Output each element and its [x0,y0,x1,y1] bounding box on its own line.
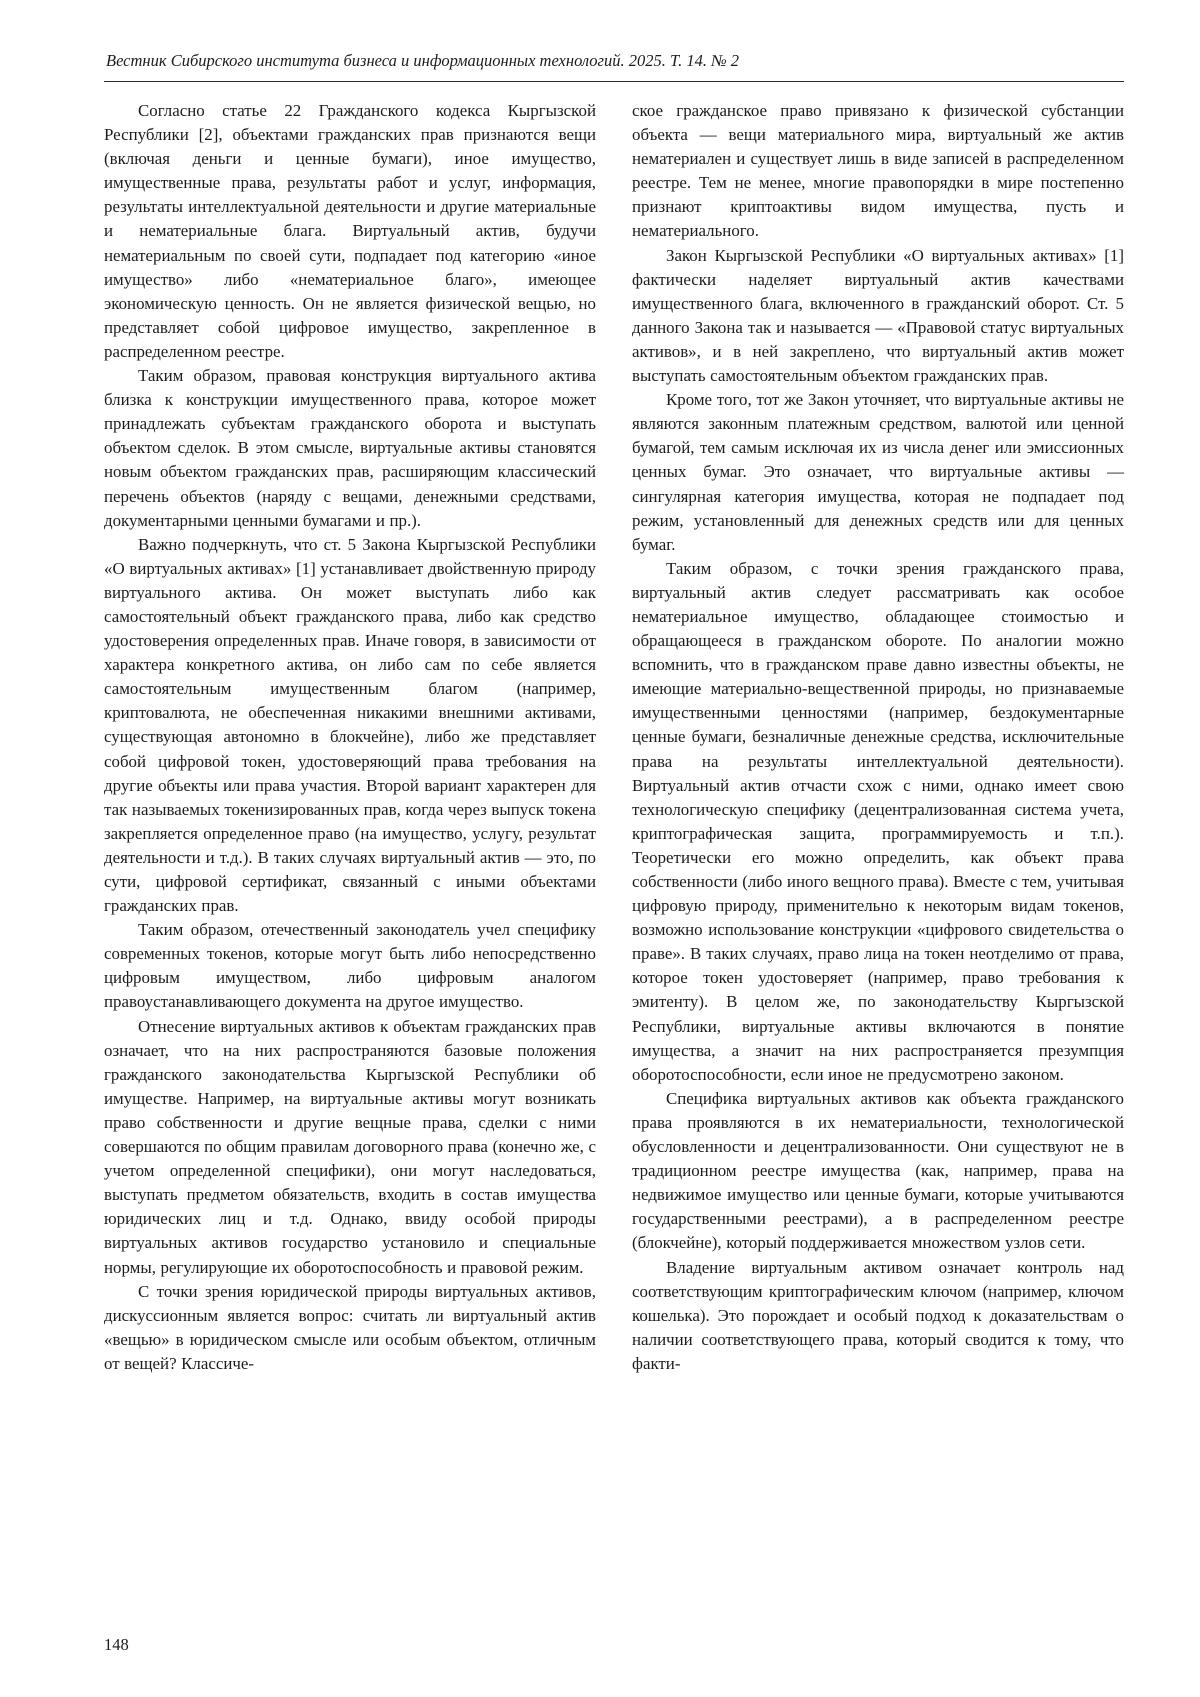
paragraph: Согласно статье 22 Гражданского кодекса Кыргызской Республики [2], объектами гражданских прав признаются вещи (включая деньги и ценные бумаги), иное имущество, имущественные права, результаты работ и услуг, информация, результаты интеллектуальной деятельности и другие материальные и нематериальные блага. Виртуальный актив, будучи нематериальным по своей сути, подпадает под категорию «иное имущество» либо «нематериальное благо», имеющее экономическую ценность. Он не является физической вещью, но представляет собой цифровое имущество, закрепленное в распределенном реестре. [104,101,596,361]
journal-header: Вестник Сибирского института бизнеса и информационных технологий. 2025. Т. 14. № 2 [106,51,740,70]
paragraph: Специфика виртуальных активов как объекта гражданского права проявляются в их нематериальности, технологической обусловленности и децентрализованности. Они существуют не в традиционном реестре имущества (как, например, права на недвижимое имущество или ценные бумаги, которые учитываются государственными реестрами), а в распределенном реестре (блокчейне), который поддерживается множеством узлов сети. [632,1088,1124,1253]
paragraph: Отнесение виртуальных активов к объектам гражданских прав означает, что на них распространяются базовые положения гражданского законодательства Кыргызской Республики об имуществе. Например, на виртуальные активы могут возникать право собственности и другие вещные права, сделки с ними совершаются по общим правилам договорного права (конечно же, с учетом определенной специфики), они могут наследоваться, выступать предметом обязательств, входить в состав имущества юридических лиц и т.д. Однако, ввиду особой природы виртуальных активов государство установило и специальные нормы, регулирующие их оборотоспособность и правовой режим. [104,1016,596,1277]
page-number: 148 [104,1635,129,1654]
paragraph: Таким образом, правовая конструкция виртуального актива близка к конструкции имущественного права, которое может принадлежать субъектам гражданского оборота и выступать объектом сделок. В этом смысле, виртуальные активы становятся новым объектом гражданских прав, расширяющим классический перечень объектов (наряду с вещами, денежными средствами, документарными ценными бумагами и пр.). [104,366,596,530]
paragraph: Владение виртуальным активом означает контроль над соответствующим криптографическим ключом (например, ключом кошелька). Это порождает и особый подход к доказательствам о наличии соответствующего права, который сводится к тому, что факти- [632,1257,1124,1373]
left-column [104,99,596,1376]
paragraph: С точки зрения юридической природы виртуальных активов, дискуссионным является вопрос: считать ли виртуальный актив «вещью» в юридическом смысле или особым объектом, отличным от вещей? Классиче- [104,1281,596,1373]
paragraph: Закон Кыргызской Республики «О виртуальных активах» [1] фактически наделяет виртуальный актив качествами имущественного блага, включенного в гражданский оборот. Ст. 5 данного Закона так и называется — «Правовой статус виртуальных активов», и в ней закреплено, что виртуальный актив может выступать самостоятельным объектом гражданских прав. [632,245,1124,386]
right-column [632,99,1124,1376]
paragraph: Таким образом, отечественный законодатель учел специфику современных токенов, которые могут быть либо непосредственно цифровым имуществом, либо цифровым аналогом правоустанавливающего документа на другое имущество. [104,920,596,1012]
paragraph: ское гражданское право привязано к физической субстанции объекта — вещи материального мира, виртуальный же актив нематериален и существует лишь в виде записей в распределенном реестре. Тем не менее, многие правопорядки в мире постепенно признают криптоактивы видом имущества, пусть и нематериального. [632,101,1124,241]
paragraph: Таким образом, с точки зрения гражданского права, виртуальный актив следует рассматривать как особое нематериальное имущество, обладающее стоимостью и обращающееся в гражданском обороте. По аналогии можно вспомнить, что в гражданском праве давно известны объекты, не имеющие материально-вещественной природы, но признаваемые имущественными ценностями (например, бездокументарные ценные бумаги, безналичные денежные средства, исключительные права на результаты интеллектуальной деятельности). Виртуальный актив отчасти схож с ними, однако имеет свою технологическую специфику (децентрализованная система учета, криптографическая защита, программируемость и т.п.). Теоретически его можно определить, как объект права собственности (либо иного вещного права). Вместе с тем, учитывая цифровую природу, применительно к некоторым видам токенов, возможно использование конструкции «цифрового свидетельства о праве». В таких случаях, право лица на токен неотделимо от права, которое токен удостоверяет (например, право требования к эмитенту). В целом же, по законодательству Кыргызской Республики, виртуальные активы включаются в понятие имущества, а значит на них распространяется презумпция оборотоспособности, если иное не предусмотрено законом. [632,558,1124,1084]
header-divider [104,81,1124,82]
paragraph: Важно подчеркнуть, что ст. 5 Закона Кыргызской Республики «О виртуальных активах» [1] устанавливает двойственную природу виртуального актива. Он может выступать либо как самостоятельный объект гражданского права, либо как средство удостоверения определенных прав. Иначе говоря, в зависимости от характера конкретного актива, он либо сам по себе является самостоятельным имущественным благом (например, криптовалюта, не обеспеченная никакими внешними активами, существующая автономно в блокчейне), либо же представляет собой цифровой токен, удостоверяющий права требования на другие объекты или права участия. Второй вариант характерен для так называемых токенизированных прав, когда через выпуск токена закрепляется определенное право (на имущество, услугу, результат деятельности и т.д.). В таких случаях виртуальный актив — это, по сути, цифровой сертификат, связанный с иными объектами гражданских прав. [104,534,596,916]
paragraph: Кроме того, тот же Закон уточняет, что виртуальные активы не являются законным платежным средством, валютой или ценной бумагой, тем самым исключая их из числа денег или эмиссионных ценных бумаг. Это означает, что виртуальные активы — сингулярная категория имущества, которая не подпадает под режим, установленный для денежных средств или для ценных бумаг. [632,390,1124,554]
article-body [104,99,1124,1376]
